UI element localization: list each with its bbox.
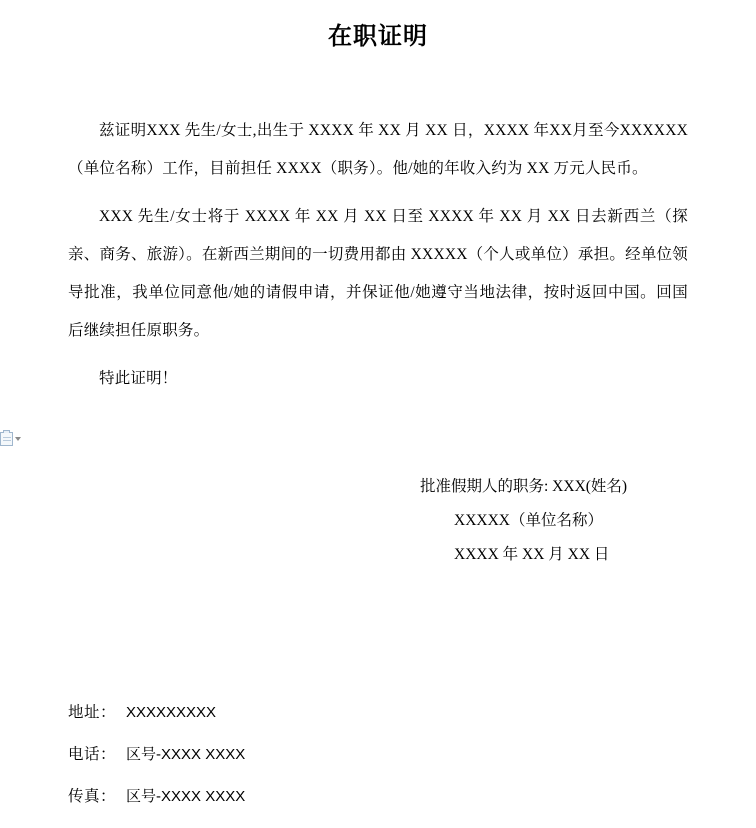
contact-fax-label: 传真： <box>68 788 117 805</box>
contact-phone <box>68 734 688 776</box>
document-body <box>68 112 688 398</box>
paragraph-2: XXX 先生/女士将于 XXXX 年 XX 月 XX 日至 XXXX 年 XX 月 XX 日去新西兰（探亲、商务、旅游）。在新西兰期间的一切费用都由 XXXXX（个人或单位）承担。经单位领导批准，我单位同意他/她的请假申请，并保证他/她遵守当地法律，按时返回中国。回国后继续担任原职务。 <box>68 208 688 339</box>
chevron-down-icon[interactable] <box>15 437 21 441</box>
contact-address-label: 地址： <box>68 704 117 721</box>
paste-options-button[interactable] <box>0 432 21 446</box>
signature-line-approver: 批准假期人的职务: XXX(姓名) <box>420 478 628 495</box>
page-title: 在职证明 <box>328 23 428 50</box>
contact-phone-value: 区号-XXXX XXXX <box>126 746 246 763</box>
signature-line-date: XXXX 年 XX 月 XX 日 <box>454 546 610 563</box>
signature-line-company: XXXXX（单位名称） <box>454 512 603 529</box>
contact-block <box>68 692 688 818</box>
signature-block <box>68 470 688 572</box>
clipboard-icon <box>0 432 13 446</box>
paragraph-3: 特此证明！ <box>99 370 178 387</box>
contact-address-value: XXXXXXXXX <box>126 704 217 721</box>
contact-phone-label: 电话： <box>68 746 117 763</box>
paragraph-1: 兹证明XXX 先生/女士,出生于 XXXX 年 XX 月 XX 日，XXXX 年XX月至今XXXXXX（单位名称）工作，目前担任 XXXX（职务）。他/她的年收入约为 XX 万元人民币。 <box>68 122 688 177</box>
contact-fax-value: 区号-XXXX XXXX <box>126 788 246 805</box>
contact-fax <box>68 776 688 818</box>
contact-address <box>68 692 688 734</box>
